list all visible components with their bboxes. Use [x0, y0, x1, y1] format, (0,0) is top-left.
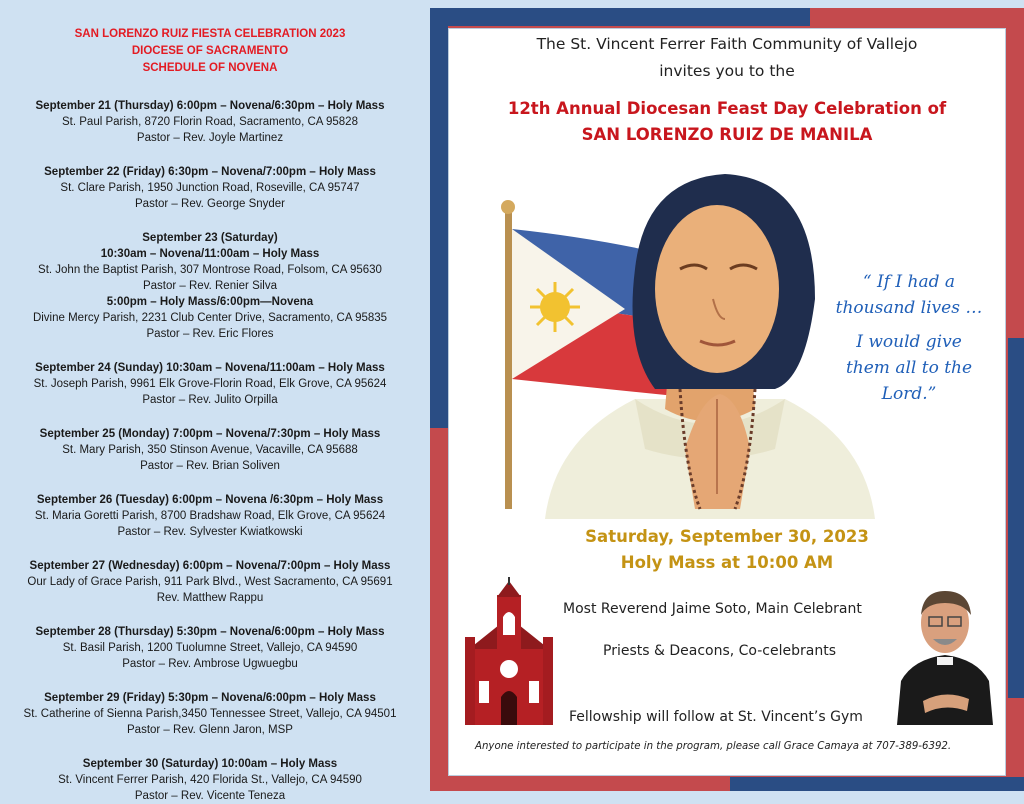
schedule-detail: Divine Mercy Parish, 2231 Club Center Drive, Sacramento, CA 95835 — [32, 312, 388, 324]
schedule-detail: Pastor – Rev. Sylvester Kwiatkowski — [117, 526, 303, 538]
contact-info: Anyone interested to participate in the program, please call Grace Camaya at 707-389-6392. — [475, 741, 952, 752]
header-subtitle: SCHEDULE OF NOVENA — [142, 62, 278, 74]
schedule-entry — [0, 492, 420, 540]
flyer-panel — [430, 8, 1024, 791]
quote-line: them all to the — [845, 358, 973, 378]
schedule-detail: Pastor – Rev. Eric Flores — [146, 328, 274, 340]
schedule-detail: St. John the Baptist Parish, 307 Montrose Road, Folsom, CA 95630 — [38, 264, 382, 276]
schedule-date-time: September 23 (Saturday) — [142, 232, 278, 244]
header-title: SAN LORENZO RUIZ FIESTA CELEBRATION 2023 — [74, 28, 346, 40]
schedule-entry — [0, 756, 420, 804]
quote-line: I would give — [856, 332, 962, 352]
schedule-date-time: September 24 (Sunday) 10:30am – Novena/11:00am – Holy Mass — [35, 362, 385, 374]
schedule-detail: Pastor – Rev. George Snyder — [135, 198, 285, 210]
schedule-detail: St. Catherine of Sienna Parish,3450 Tennessee Street, Vallejo, CA 94501 — [23, 708, 397, 720]
schedule-entry — [0, 558, 420, 606]
schedule-date-time: 10:30am – Novena/11:00am – Holy Mass — [100, 248, 320, 260]
flyer-card — [448, 28, 1006, 776]
quote-text — [819, 269, 999, 407]
schedule-entry — [0, 690, 420, 738]
schedule-header — [0, 0, 420, 77]
schedule-entry — [0, 426, 420, 474]
schedule-detail: St. Paul Parish, 8720 Florin Road, Sacramento, CA 95828 — [62, 116, 358, 128]
quote-spacer — [819, 321, 999, 329]
schedule-detail: St. Clare Parish, 1950 Junction Road, Roseville, CA 95747 — [60, 182, 360, 194]
header-diocese: DIOCESE OF SACRAMENTO — [131, 45, 289, 57]
schedule-list — [0, 98, 420, 804]
schedule-detail: Pastor – Rev. Glenn Jaron, MSP — [127, 724, 293, 736]
schedule-detail: St. Maria Goretti Parish, 8700 Bradshaw Road, Elk Grove, CA 95624 — [34, 510, 386, 522]
mass-time: Holy Mass at 10:00 AM — [620, 553, 834, 572]
schedule-entry — [0, 164, 420, 212]
schedule-date-time: September 25 (Monday) 7:00pm – Novena/7:30pm – Holy Mass — [39, 428, 381, 440]
main-celebrant: Most Reverend Jaime Soto, Main Celebrant — [563, 601, 862, 617]
feast-title-line-1: 12th Annual Diocesan Feast Day Celebration of — [507, 99, 947, 118]
schedule-detail: Pastor – Rev. Ambrose Ugwuegbu — [122, 658, 298, 670]
schedule-detail: St. Mary Parish, 350 Stinson Avenue, Vacaville, CA 95688 — [62, 444, 358, 456]
schedule-detail: Pastor – Rev. Renier Silva — [142, 280, 277, 292]
schedule-entry — [0, 230, 420, 342]
schedule-date-time: September 27 (Wednesday) 6:00pm – Novena/7:00pm – Holy Mass — [29, 560, 391, 572]
schedule-detail: St. Joseph Parish, 9961 Elk Grove-Florin Road, Elk Grove, CA 95624 — [33, 378, 387, 390]
border-navy-right — [1008, 338, 1024, 698]
event-date: Saturday, September 30, 2023 — [585, 527, 869, 546]
border-navy-bottom — [730, 777, 1024, 791]
schedule-detail: St. Vincent Ferrer Parish, 420 Florida St., Vallejo, CA 94590 — [58, 774, 362, 786]
church-illustration — [463, 577, 555, 725]
schedule-detail: Pastor – Rev. Julito Orpilla — [142, 394, 278, 406]
schedule-detail: Pastor – Rev. Joyle Martinez — [136, 132, 284, 144]
schedule-date-time: September 21 (Thursday) 6:00pm – Novena/6:30pm – Holy Mass — [35, 100, 385, 112]
schedule-detail: Pastor – Rev. Vicente Teneza — [134, 790, 286, 802]
feast-title-line-2: SAN LORENZO RUIZ DE MANILA — [581, 125, 873, 144]
schedule-detail: Our Lady of Grace Parish, 911 Park Blvd., West Sacramento, CA 95691 — [27, 576, 393, 588]
quote-line: “ If I had a — [862, 272, 956, 292]
fellowship-note: Fellowship will follow at St. Vincent’s Gym — [569, 709, 863, 725]
schedule-entry — [0, 360, 420, 408]
schedule-entry — [0, 624, 420, 672]
co-celebrants: Priests & Deacons, Co-celebrants — [603, 643, 836, 659]
schedule-date-time: September 22 (Friday) 6:30pm – Novena/7:00pm – Holy Mass — [44, 166, 376, 178]
invite-line-2: invites you to the — [659, 62, 795, 80]
border-navy-top — [430, 8, 810, 26]
novena-schedule-panel — [0, 0, 420, 802]
schedule-detail: Pastor – Rev. Brian Soliven — [140, 460, 280, 472]
schedule-entry — [0, 98, 420, 146]
schedule-date-time: September 29 (Friday) 5:30pm – Novena/6:00pm – Holy Mass — [44, 692, 376, 704]
bishop-photo — [893, 581, 997, 725]
schedule-date-time: September 28 (Thursday) 5:30pm – Novena/6:00pm – Holy Mass — [35, 626, 385, 638]
border-navy-left — [430, 8, 448, 428]
invite-line-1: The St. Vincent Ferrer Faith Community of Vallejo — [536, 35, 918, 53]
border-red-top — [810, 8, 1024, 26]
schedule-detail: Rev. Matthew Rappu — [156, 592, 264, 604]
schedule-date-time: September 26 (Tuesday) 6:00pm – Novena /6:30pm – Holy Mass — [36, 494, 384, 506]
quote-line: Lord.” — [881, 384, 937, 404]
quote-line: thousand lives … — [835, 298, 983, 318]
schedule-detail: St. Basil Parish, 1200 Tuolumne Street, Vallejo, CA 94590 — [62, 642, 358, 654]
schedule-date-time: 5:00pm – Holy Mass/6:00pm—Novena — [106, 296, 314, 308]
schedule-date-time: September 30 (Saturday) 10:00am – Holy Mass — [82, 758, 338, 770]
